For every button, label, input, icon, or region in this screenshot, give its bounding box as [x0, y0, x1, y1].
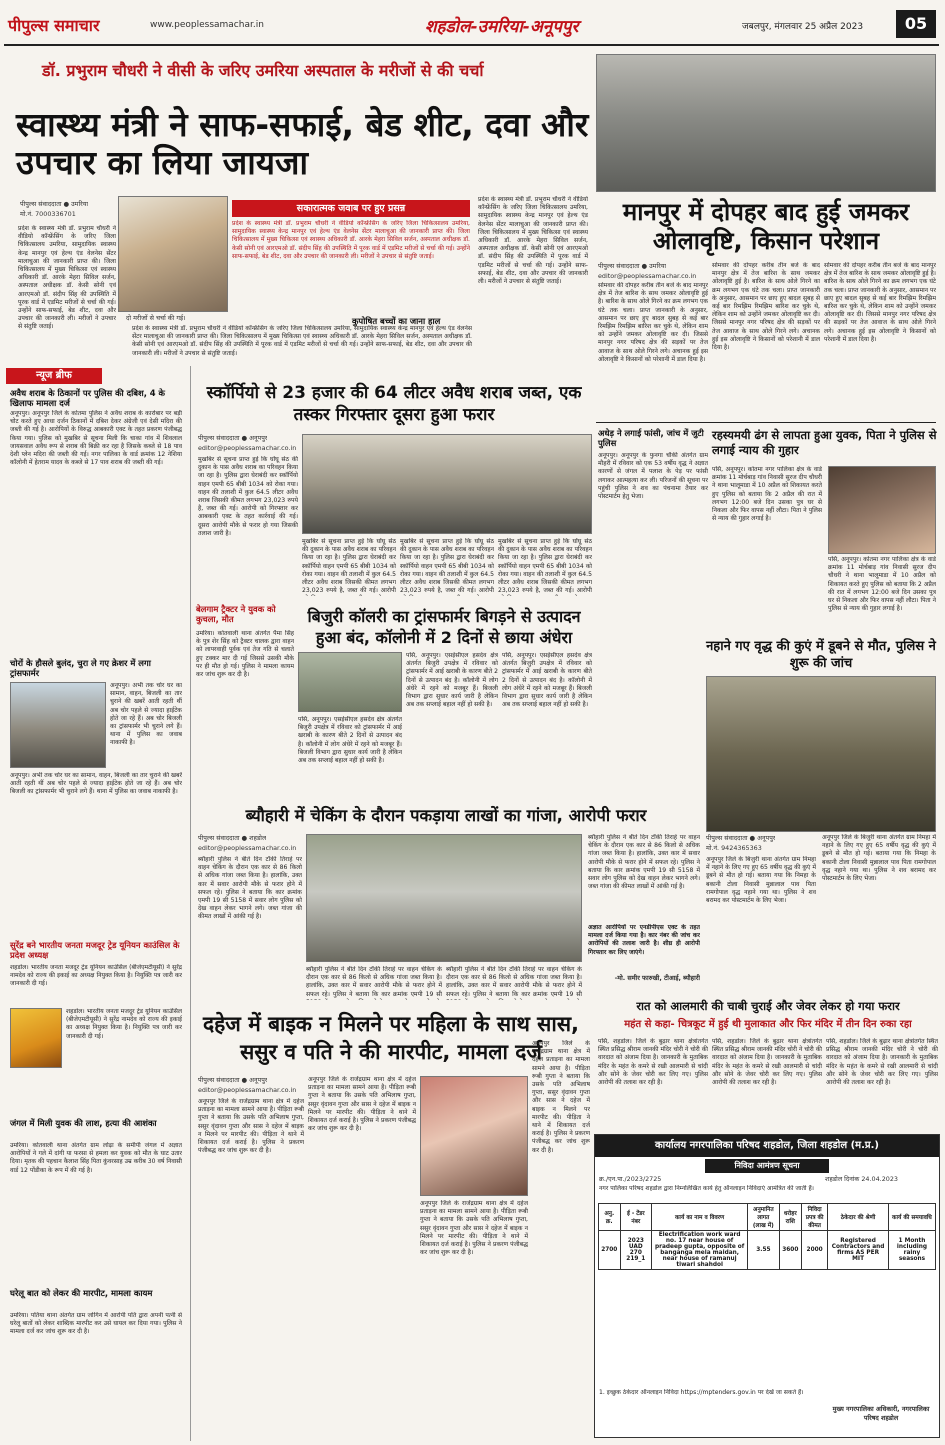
scorpio-body: मुखबिर से सूचना प्राप्त हुई कि घोंघू सेठ की दुकान के पास अवैध शराब का परिवहन किया जा रहा है। पुलिस द्वारा घेराबंदी कर स्कॉर्पियो वाहन एमपी 65 बीबी 1034 को रोका गया। वाहन की तलाशी में कुल 64.5 लीटर अवैध शराब जिसकी कीमत लगभग 23,023 रुपये है, जब्त की गई। आरोपी को गिरफ्तार कर आबकारी एक्ट के तहत कार्रवाई की गई। दूसरा आरोपी मौके से फरार हो गया जिसकी तलाश जारी है।	[198, 456, 298, 537]
suicide-headline: अधेड़ ने लगाई फांसी, जांच में जुटी पुलिस	[598, 428, 704, 448]
tender-table	[598, 1203, 936, 1270]
manpur-byline: पीपुल्स संवाददाता ● उमरिया	[598, 262, 667, 270]
ganja-body-col2: ब्यौहारी पुलिस ने बीते दिन टॉकी तिराहे पर वाहन चेकिंग के दौरान एक कार से 86 किलो से अधिक गांजा जब्त किया है। हालांकि, उक्त कार में सवार आरोपी मौके से फरार होने में सफल रहे। पुलिस ने बताया कि कार क्रमांक एमपी 19 सी	[306, 966, 442, 998]
lead-mobile: मो.नं. 7000336701	[20, 210, 76, 218]
missing-headline: रहस्यमयी ढंग से लापता हुआ युवक, पिता ने पुलिस से लगाई न्याय की गुहार	[712, 428, 937, 457]
missing-body: पसि, अनूपपुर। कोतमा नगर पालिका क्षेत्र के वार्ड क्रमांक 11 मोर्चबाड़ गांव निवासी सुरज दीप चौधरी ने थाना भालूमाडा में 10 अप्रैल को शिकायत करते हुए पुलिस को बताया कि 2 अप्रैल की रात में लगभग 12:00 बजे दिन उसका पुत्र घर से निकला और फिर वापस नहीं लौटा। पिता ने पुलिस से न्याय की गुहार लगाई है।	[712, 466, 822, 523]
masthead	[0, 0, 945, 46]
ganja-quote-author: -मो. समीर फारुखी, टीआई, ब्यौहारी	[614, 974, 700, 982]
tender-td: 2023 UAD 270 219_1	[620, 1231, 652, 1270]
brief-body-2: अनूपपुर। अभी तक चोर घर का सामान, वाहन, बिजली का तार चुराने की खबरें आती रहती थीं अब चोर पहले से ज्यादा हाईटेक होते जा रहे हैं। अब चोर बिजली का ट्रांसफार्मर भी चुराने लगे हैं। थाना में पुलिस का जवाब नाकाफी है।	[110, 682, 182, 747]
well-photo	[706, 676, 936, 832]
brief-title-3: सुरेंद्र बने भारतीय जनता मजदूर ट्रेड यूनियन काउंसिल के प्रदेश अध्यक्ष	[10, 940, 180, 960]
tender-th: कार्य की समयावधि	[888, 1204, 935, 1231]
scorpio-headline: स्कॉर्पियो से 23 हजार की 64 लीटर अवैध शराब जब्त, एक तस्कर गिरफ्तार दूसरा हुआ फरार	[206, 383, 582, 425]
well-body: अनूपपुर जिले के बिजुरी थाना अंतर्गत ग्राम निमहा में नहाने के लिए गए हुए 65 वर्षीय वृद्ध की कुएं में डूबने से मौत हो गई। बताया गया कि निमहा के बकानी टोला निवासी मुन्नालाल पाव पिता रामगोपाल वृद्ध नहाने गया था। पुलिस ने शव बरामद कर पोस्टमार्टम के लिए भेजा।	[706, 856, 816, 905]
tender-th: निविदा प्रपत्र की कीमत	[802, 1204, 828, 1231]
tender-ref-date: शहडोल दिनांक 24.04.2023	[825, 1175, 898, 1183]
dowry-body-col2: अनूपपुर जिले के राजेंद्रग्राम थाना क्षेत्र में दहेज प्रताड़ना का मामला सामने आया है। पीड़िता रूबी गुप्ता ने बताया कि उसके पति अभिलाष गुप्ता, ससुर वृंदावन गुप्ता और सास ने दहेज में बाइक न मिलने पर मारपीट की। पीड़िता ने थाने में शिकायत दर्ज कराई है। पुलिस ने प्रकरण पंजीबद्ध कर जांच शुरू कर दी है।	[308, 1076, 416, 1133]
masthead-rule	[4, 44, 939, 46]
brief-title-2: चोरों के हौसले बुलंद, चुरा ले गए क्रेशर में लगा ट्रांसफार्मर	[10, 658, 151, 678]
lead-byline: पीपुल्स संवाददाता ● उमरिया	[20, 200, 89, 208]
minister-photo	[118, 196, 228, 312]
dowry-body: अनूपपुर जिले के राजेंद्रग्राम थाना क्षेत्र में दहेज प्रताड़ना का मामला सामने आया है। पीड़िता रूबी गुप्ता ने बताया कि उसके पति अभिलाष गुप्ता, ससुर वृंदावन गुप्ता और सास ने दहेज में बाइक न मिलने पर मारपीट की। पीड़िता ने थाने में शिकायत दर्ज कराई है। पुलिस ने प्रकरण पंजीबद्ध कर जांच शुरू कर दी है।	[198, 1098, 304, 1155]
tractor-body: उमरिया। कोतवाली थाना अंतर्गत पैमा सिंह के पुत्र शेर सिंह को ट्रैक्टर चालक द्वारा वाहन को लापरवाही पूर्वक एवं तेज गति से चलाते हुए टक्कर मार दी गई जिससे उसकी मौके पर ही मौत हो गई। पुलिस ने मामला कायम कर जांच शुरू कर दी है।	[196, 630, 294, 679]
brief-column-rule	[190, 366, 191, 1441]
tender-td: 3.55	[748, 1231, 779, 1270]
scorpio-photo	[302, 434, 592, 534]
ganja-quote: अज्ञात आरोपियों पर एनडीपीएस एक्ट के तहत मामला दर्ज किया गया है। कार नंबर की जांच कर आरोपियों की तलाश जारी है। शीघ्र ही आरोपी गिरफ्तार कर लिए जाएंगे।	[588, 924, 700, 956]
tender-th: अनुमानित लागत (लाख में)	[748, 1204, 779, 1231]
theft-subhead: महंत से कहा- चित्रकूट में हुई थी मुलाकात और फिर मंदिर में तीन दिन रुका रहा	[624, 1019, 912, 1030]
hailstorm-photo	[596, 54, 936, 192]
lead-headline: स्वास्थ्य मंत्री ने साफ-सफाई, बेड शीट, दवा और उपचार का लिया जायजा	[16, 105, 589, 182]
dowry-body-col4: अनूपपुर जिले के राजेंद्रग्राम थाना क्षेत्र में दहेज प्रताड़ना का मामला सामने आया है। पीड़िता रूबी गुप्ता ने बताया कि उसके पति अभिलाष गुप्ता, ससुर वृंदावन गुप्ता और सास ने दहेज में बाइक न मिलने पर मारपीट की। पीड़िता ने थाने में शिकायत दर्ज कराई है। पुलिस ने प्रकरण पंजीबद्ध कर जांच शुरू कर दी है।	[532, 1040, 590, 1154]
tender-th: ठेकेदार की श्रेणी	[828, 1204, 889, 1231]
bijuri-body: पसि, अनूपपुर। एसईसीएल हसदेव क्षेत्र अंतर्गत बिजुरी उपक्षेत्र में रविवार को ट्रांसफार्मर में आई खराबी के कारण बीते 2 दिनों से उत्पादन बंद है। कॉलोनी में लोग अंधेरे में रहने को मजबूर हैं। बिजली विभाग द्वारा सुधार कार्य जारी है लेकिन अब तक सप्लाई बहाल नहीं हो सकी है।	[406, 652, 498, 709]
tender-ref-no: क्र./एन.पा./2023/2725	[599, 1175, 662, 1183]
lead-body-col4: प्रदेश के स्वास्थ्य मंत्री डॉ. प्रभुराम चौधरी ने वीडियो कॉन्फ्रेंसिंग के जरिए जिला चिकित्सालय उमरिया, सामुदायिक स्वास्थ्य केन्द्र मानपुर एवं हेल्थ एंड वेलनेस सेंटर मालाचुआ की जानकारी प्राप्त की। जिला चिकित्सालय में मुख्य चिकित्सा एवं स्वास्थ्य अधिकारी डॉ. आरके मेहरा सिविल सर्जन, अस्पताल अधीक्षक डॉ. केसी सोनी एवं आरएमओ डॉ. संदीप सिंह की उपस्थिति में पूरक वार्ड में एडमिट मरीजों से चर्चा की गई। उन्होंने साफ-सफाई, बेड शीट, दवा और उपचार की जानकारी ली। मरीजों ने उपचार से संतुष्टि जताई।	[478, 196, 588, 286]
news-brief-label: न्यूज ब्रीफ	[6, 368, 102, 384]
tender-title: निविदा आमंत्रण सूचना	[705, 1159, 829, 1173]
masthead-page-number: 05	[896, 10, 936, 38]
tender-td: 2000	[802, 1231, 828, 1270]
theft-body: पसि, शहडोल। जिले के बुढ़ार थाना क्षेत्रांतर्गत स्थित प्रसिद्ध श्रीराम जानकी मंदिर चोरी ने चोरी की वारदात को अंजाम दिया है। जानकारी के मुताबिक मंदिर के महंत के कमरे से रखी आलमारी से चांदी और सोने के जेवर चोरी कर लिए गए। पुलिस आरोपी की तलाश कर रही है।	[598, 1038, 708, 1087]
tender-header-row	[599, 1204, 936, 1231]
transformer-photo	[10, 682, 106, 768]
brief-title-4: जंगल में मिली युवक की लाश, हत्या की आशंका	[10, 1118, 157, 1128]
manpur-body-col2: सोमवार की दोपहर करीब तीन बजे के बाद मानपुर क्षेत्र में तेज बारिश के साथ जमकर ओलावृष्टि हुई है। बारिश के साथ ओले गिरने का क्रम लगभग एक घंटे तक चला। प्राप्त जानकारी के अनुसार, आसमान पर छाए हुए बादल सुबह से कई बार रिमझिम रिमझिम बारिश कर चुके थे, लेकिन शाम को उन्होंने जमकर ओलावृष्टि कर दी। जिससे मानपुर नगर परिषद क्षेत्र की सड़कों पर तेज आवाज के साथ ओले गिरने लगे। अचानक हुई इस ओलावृष्टि ने किसानों को परेशानी में डाल दिया है।	[712, 262, 820, 352]
masthead-url: www.peoplessamachar.in	[150, 20, 264, 30]
lead-subhead: कुपोषित बच्चों का जाना हाल	[352, 316, 441, 326]
brief-body-5: उमरिया। पतिया थाना अंतर्गत ग्राम जोगिन में आरोपी पति द्वारा अपनी पत्नी से घरेलू बातों को लेकर शाब्दिक मारपीट कर उसे घायल कर दिया गया। पुलिस ने मामला दर्ज कर जांच शुरू कर दी है।	[10, 1312, 182, 1336]
tender-th: कार्य का नाम व विवरण	[652, 1204, 748, 1231]
manpur-divider	[596, 422, 936, 423]
dowry-email: editor@peoplessamachar.co.in	[198, 1086, 297, 1094]
dowry-body-col3: अनूपपुर जिले के राजेंद्रग्राम थाना क्षेत्र में दहेज प्रताड़ना का मामला सामने आया है। पीड़िता रूबी गुप्ता ने बताया कि उसके पति अभिलाष गुप्ता, ससुर वृंदावन गुप्ता और सास ने दहेज में बाइक न मिलने पर मारपीट की। पीड़िता ने थाने में शिकायत दर्ज कराई है। पुलिस ने प्रकरण पंजीबद्ध कर जांच शुरू कर दी है।	[420, 1200, 528, 1257]
well-byline: पीपुल्स संवाददाता ● अनूपपुर	[706, 834, 776, 842]
ganja-headline: ब्यौहारी में चेकिंग के दौरान पकड़ाया लाखों का गांजा, आरोपी फरार	[245, 806, 647, 825]
tender-notice	[594, 1134, 940, 1438]
ganja-email: editor@peoplessamachar.co.in	[198, 844, 297, 852]
tender-th: ई - टेंडर नंबर	[620, 1204, 652, 1231]
well-headline: नहाने गए वृद्ध की कुएं में डूबने से मौत, पुलिस ने शुरू की जांच	[706, 639, 936, 671]
tender-note: 1. इच्छुक ठेकेदार ऑनलाइन निविदा https://mptenders.gov.in पर देखें जा सकते हैं।	[599, 1389, 804, 1396]
tender-signature: मुख्य नगरपालिका अधिकारी, नगरपालिका परिषद शहडोल	[832, 1405, 930, 1422]
masthead-dateline: जबलपुर, मंगलवार 25 अप्रैल 2023	[742, 22, 864, 32]
tender-td: 3600	[779, 1231, 801, 1270]
scorpio-body-col3: मुखबिर से सूचना प्राप्त हुई कि घोंघू सेठ की दुकान के पास अवैध शराब का परिवहन किया जा रहा है। पुलिस द्वारा घेराबंदी कर स्कॉर्पियो वाहन एमपी 65 बीबी 1034 को रोका गया। वाहन की तलाशी में कुल 64.5 लीटर अवैध शराब जिसकी कीमत लगभग 23,023 रुपये है, जब्त की गई। आरोपी	[400, 538, 494, 595]
suicide-body: अनूपपुर। अनूपपुर के फुनगा चौकी अंतर्गत ग्राम मौहरी में रविवार को एक 53 वर्षीय वृद्ध ने अज्ञात कारणों से जंगल में पलाश के पेड़ पर फांसी लगाकर आत्महत्या कर ली। परिजनों की सूचना पर पहुंची पुलिस ने शव का पंचनामा तैयार कर पोस्टमार्टम हेतु भेजा।	[598, 452, 708, 501]
brief-body-3: शहडोल। भारतीय जनता मजदूर ट्रेड यूनियन काउंसिल (बीजेएमटीयूसी) ने सुरेंद्र नामदेव को राज्य की इकाई का अध्यक्ष नियुक्त किया है। नियुक्ति पत्र जारी कर जानकारी दी गई।	[10, 964, 182, 988]
lead-body: प्रदेश के स्वास्थ्य मंत्री डॉ. प्रभुराम चौधरी ने वीडियो कॉन्फ्रेंसिंग के जरिए जिला चिकित्सालय उमरिया, सामुदायिक स्वास्थ्य केन्द्र मानपुर एवं हेल्थ एंड वेलनेस सेंटर मालाचुआ की जानकारी प्राप्त की। जिला चिकित्सालय में मुख्य चिकित्सा एवं स्वास्थ्य अधिकारी डॉ. आरके मेहरा सिविल सर्जन, अस्पताल अधीक्षक डॉ. केसी सोनी एवं आरएमओ डॉ. संदीप सिंह की उपस्थिति में पूरक वार्ड में एडमिट मरीजों से चर्चा की गई। उन्होंने साफ-सफाई, बेड शीट, दवा और उपचार की जानकारी ली। मरीजों ने उपचार से संतुष्टि जताई।	[18, 225, 116, 331]
well-mobile: मो.नं. 9424365363	[706, 844, 762, 852]
theft-body-col3: पसि, शहडोल। जिले के बुढ़ार थाना क्षेत्रांतर्गत स्थित प्रसिद्ध श्रीराम जानकी मंदिर चोरी ने चोरी की वारदात को अंजाम दिया है। जानकारी के मुताबिक मंदिर के महंत के कमरे से रखी आलमारी से चांदी और सोने के जेवर चोरी कर लिए गए। पुलिस आरोपी की तलाश कर रही है।	[826, 1038, 938, 1087]
brief-body-4: उमरिया। कोतवाली थाना अंतर्गत ग्राम लोढ़ा के समीपी जंगल में अज्ञात आरोपियों ने गले में दांगी या फरसा से हमला कर युवक को मौत के घाट उतार दिया। मृतक की पहचान कैलाश सिंह पिता कुंवरसाह उम्र करीब 30 वर्ष निवासी वार्ड 12 पोंडीका के रूप में की गई है।	[10, 1142, 182, 1174]
bijuri-photo	[298, 652, 402, 712]
scorpio-body-col4: मुखबिर से सूचना प्राप्त हुई कि घोंघू सेठ की दुकान के पास अवैध शराब का परिवहन किया जा रहा है। पुलिस द्वारा घेराबंदी कर स्कॉर्पियो वाहन एमपी 65 बीबी 1034 को रोका गया। वाहन की तलाशी में कुल 64.5 लीटर अवैध शराब जिसकी कीमत लगभग 23,023 रुपये है, जब्त की गई। आरोपी	[498, 538, 592, 595]
ganja-body-col4: ब्यौहारी पुलिस ने बीते दिन टॉकी तिराहे पर वाहन चेकिंग के दौरान एक कार से 86 किलो से अधिक गांजा जब्त किया है। हालांकि, उक्त कार में सवार आरोपी मौके से फरार होने में सफल रहे। पुलिस ने बताया कि कार क्रमांक एमपी 19 सी 5158 में सवार लोग पुलिस को देख वाहन लेकर भागने लगे। जब्त गांजा की कीमत लाखों में आंकी गई है।	[588, 834, 700, 891]
well-body-col2: अनूपपुर जिले के बिजुरी थाना अंतर्गत ग्राम निमहा में नहाने के लिए गए हुए 65 वर्षीय वृद्ध की कुएं में डूबने से मौत हो गई। बताया गया कि निमहा के बकानी टोला निवासी मुन्नालाल पाव पिता रामगोपाल वृद्ध नहाने गया था। पुलिस ने शव बरामद कर पोस्टमार्टम के लिए भेजा।	[822, 834, 936, 883]
brief-title-1: अवैध शराब के ठिकानों पर पुलिस की दबिश, 4 के खिलाफ मामला दर्ज	[10, 388, 165, 408]
scorpio-byline: पीपुल्स संवाददाता ● अनूपपुर	[198, 434, 268, 442]
bijuri-body-col3: पसि, अनूपपुर। एसईसीएल हसदेव क्षेत्र अंतर्गत बिजुरी उपक्षेत्र में रविवार को ट्रांसफार्मर में आई खराबी के कारण बीते 2 दिनों से उत्पादन बंद है। कॉलोनी में लोग अंधेरे में रहने को मजबूर हैं। बिजली विभाग द्वारा सुधार कार्य जारी है लेकिन अब तक सप्लाई बहाल नहीं हो सकी है।	[502, 652, 592, 709]
ganja-body-col3: ब्यौहारी पुलिस ने बीते दिन टॉकी तिराहे पर वाहन चेकिंग के दौरान एक कार से 86 किलो से अधिक गांजा जब्त किया है। हालांकि, उक्त कार में सवार आरोपी मौके से फरार होने में सफल रहे। पुलिस ने बताया कि कार क्रमांक एमपी 19 सी	[446, 966, 582, 998]
tender-td: 2700	[599, 1231, 621, 1270]
missing-body-col2: पसि, अनूपपुर। कोतमा नगर पालिका क्षेत्र के वार्ड क्रमांक 11 मोर्चबाड़ गांव निवासी सुरज दीप चौधरी ने थाना भालूमाडा में 10 अप्रैल को शिकायत करते हुए पुलिस को बताया कि 2 अप्रैल की रात में लगभग 12:00 बजे दिन उसका पुत्र घर से निकला और फिर वापस नहीं लौटा। पिता ने पुलिस से न्याय की गुहार लगाई है।	[828, 556, 936, 613]
brief-title-5: घरेलू बात को लेकर की मारपीट, मामला कायम	[10, 1288, 153, 1298]
brief-body-3b: शहडोल। भारतीय जनता मजदूर ट्रेड यूनियन काउंसिल (बीजेएमटीयूसी) ने सुरेंद्र नामदेव को राज्य की इकाई का अध्यक्ष नियुक्त किया है। नियुक्ति पत्र जारी कर जानकारी दी गई।	[66, 1008, 182, 1040]
dowry-woman-photo	[420, 1076, 528, 1196]
scorpio-email: editor@peoplessamachar.co.in	[198, 444, 297, 452]
dowry-byline: पीपुल्स संवाददाता ● अनूपपुर	[198, 1076, 268, 1084]
tender-intro: नगर पालिका परिषद शहडोल द्वारा निम्नलिखित कार्य हेतु ऑनलाइन निविदाएं आमंत्रित की जाती हैं।	[599, 1185, 814, 1192]
lead-body-col2: प्रदेश के स्वास्थ्य मंत्री डॉ. प्रभुराम चौधरी ने वीडियो कॉन्फ्रेंसिंग के जरिए जिला चिकित्सालय उमरिया, सामुदायिक स्वास्थ्य केन्द्र मानपुर एवं हेल्थ एंड वेलनेस सेंटर मालाचुआ की जानकारी प्राप्त की। जिला चिकित्सालय में मुख्य चिकित्सा एवं स्वास्थ्य अधिकारी डॉ. आरके मेहरा सिविल सर्जन, अस्पताल अधीक्षक डॉ. केसी सोनी एवं आरएमओ डॉ. संदीप सिंह की उपस्थिति में पूरक वार्ड में एडमिट मरीजों से चर्चा की गई। उन्होंने साफ-सफाई, बेड शीट, दवा और उपचार की जानकारी ली। मरीजों ने उपचार से संतुष्टि जताई।	[232, 220, 470, 260]
tender-office: कार्यालय नगरपालिका परिषद शहडोल, जिला शहडोल (म.प्र.)	[595, 1135, 939, 1157]
tender-td: Electrification work ward no. 17 near house of pradeep gupta, opposite of banganga mela maidan, near house of ramanuj tiwari shahdol	[652, 1231, 748, 1270]
manpur-body: सोमवार की दोपहर करीब तीन बजे के बाद मानपुर क्षेत्र में तेज बारिश के साथ जमकर ओलावृष्टि हुई है। बारिश के साथ ओले गिरने का क्रम लगभग एक घंटे तक चला। प्राप्त जानकारी के अनुसार, आसमान पर छाए हुए बादल सुबह से कई बार रिमझिम रिमझिम बारिश कर चुके थे, लेकिन शाम को उन्होंने जमकर ओलावृष्टि कर दी। जिससे मानपुर नगर परिषद क्षेत्र की सड़कों पर तेज आवाज के साथ ओले गिरने लगे। अचानक हुई इस ओलावृष्टि ने किसानों को परेशानी में डाल दिया है।	[598, 282, 708, 363]
lead-kicker: डॉ. प्रभुराम चौधरी ने वीसी के जरिए उमरिया अस्पताल के मरीजों से की चर्चा	[42, 61, 484, 80]
brief-body-2b: अनूपपुर। अभी तक चोर घर का सामान, वाहन, बिजली का तार चुराने की खबरें आती रहती थीं अब चोर पहले से ज्यादा हाईटेक होते जा रहे हैं। अब चोर बिजली का ट्रांसफार्मर भी चुराने लगे हैं। थाना में पुलिस का जवाब नाकाफी है।	[10, 772, 182, 796]
tender-td: Registered Contractors and firms AS PER MIT	[828, 1231, 889, 1270]
masthead-logo: पीपुल्स समाचार	[8, 16, 100, 35]
missing-youth-photo	[828, 466, 936, 554]
tractor-headline: बेलगाम ट्रैक्टर ने युवक को कुचला, मौत	[196, 604, 276, 624]
ganja-body: ब्यौहारी पुलिस ने बीते दिन टॉकी तिराहे पर वाहन चेकिंग के दौरान एक कार से 86 किलो से अधिक गांजा जब्त किया है। हालांकि, उक्त कार में सवार आरोपी मौके से फरार होने में सफल रहे। पुलिस ने बताया कि कार क्रमांक एमपी 19 सी 5158 में सवार लोग पुलिस को देख वाहन लेकर भागने लगे। जब्त गांजा की कीमत लाखों में आंकी गई है।	[198, 856, 302, 921]
tender-td: 1 Month including rainy seasons	[888, 1231, 935, 1270]
lead-banner: सकारात्मक जवाब पर हुए प्रसन्न	[232, 200, 470, 217]
bijuri-headline: बिजुरी कॉलरी का ट्रांसफार्मर बिगड़ने से उत्पादन हुआ बंद, कॉलोनी में 2 दिनों से छाया अंधेरा	[307, 607, 581, 647]
tender-th: धरोहर राशि	[779, 1204, 801, 1231]
table-row	[599, 1231, 936, 1270]
lead-body-col3: प्रदेश के स्वास्थ्य मंत्री डॉ. प्रभुराम चौधरी ने वीडियो कॉन्फ्रेंसिंग के जरिए जिला चिकित्सालय उमरिया, सामुदायिक स्वास्थ्य केन्द्र मानपुर एवं हेल्थ एंड वेलनेस सेंटर मालाचुआ की जानकारी प्राप्त की। जिला चिकित्सालय में मुख्य चिकित्सा एवं स्वास्थ्य अधिकारी डॉ. आरके मेहरा सिविल सर्जन, अस्पताल अधीक्षक डॉ. केसी सोनी एवं आरएमओ डॉ. संदीप सिंह की उपस्थिति में पूरक वार्ड में एडमिट मरीजों से चर्चा की गई। उन्होंने साफ-सफाई, बेड शीट, दवा और उपचार की जानकारी ली। मरीजों ने उपचार से संतुष्टि जताई।	[132, 325, 472, 357]
theft-body-col2: पसि, शहडोल। जिले के बुढ़ार थाना क्षेत्रांतर्गत स्थित प्रसिद्ध श्रीराम जानकी मंदिर चोरी ने चोरी की वारदात को अंजाम दिया है। जानकारी के मुताबिक मंदिर के महंत के कमरे से रखी आलमारी से चांदी और सोने के जेवर चोरी कर लिए गए। पुलिस आरोपी की तलाश कर रही है।	[712, 1038, 822, 1087]
ganja-byline: पीपुल्स संवाददाता ● शहडोल	[198, 834, 267, 842]
dowry-headline: दहेज में बाइक न मिलने पर महिला के साथ सास, ससुर व पति ने की मारपीट, मामला दर्ज	[203, 1012, 579, 1064]
theft-headline: रात को आलमारी की चाबी चुराई और जेवर लेकर हो गया फरार	[636, 999, 900, 1013]
ganja-car-photo	[306, 834, 582, 962]
manpur-body-col3: सोमवार की दोपहर करीब तीन बजे के बाद मानपुर क्षेत्र में तेज बारिश के साथ जमकर ओलावृष्टि हुई है। बारिश के साथ ओले गिरने का क्रम लगभग एक घंटे तक चला। प्राप्त जानकारी के अनुसार, आसमान पर छाए हुए बादल सुबह से कई बार रिमझिम रिमझिम बारिश कर चुके थे, लेकिन शाम को उन्होंने जमकर ओलावृष्टि कर दी। जिससे मानपुर नगर परिषद क्षेत्र की सड़कों पर तेज आवाज के साथ ओले गिरने लगे। अचानक हुई इस ओलावृष्टि ने किसानों को परेशानी में डाल दिया है।	[824, 262, 936, 343]
manpur-email: editor@peoplessamachar.co.in	[598, 272, 697, 280]
manpur-headline: मानपुर में दोपहर बाद हुई जमकर ओलावृष्टि, किसान परेशान	[622, 198, 910, 255]
bijuri-body-col2: पसि, अनूपपुर। एसईसीएल हसदेव क्षेत्र अंतर्गत बिजुरी उपक्षेत्र में रविवार को ट्रांसफार्मर में आई खराबी के कारण बीते 2 दिनों से उत्पादन बंद है। कॉलोनी में लोग अंधेरे में रहने को मजबूर हैं। बिजली विभाग द्वारा सुधार कार्य जारी है लेकिन अब तक सप्लाई बहाल नहीं हो सकी है।	[298, 716, 402, 765]
lead-photo-caption: दो मरीजों से चर्चा की गई।	[126, 314, 186, 322]
surendra-photo	[10, 1008, 62, 1068]
brief-body-1: अनूपपुर। अनूपपुर जिले के कोतमा पुलिस ने अवैध शराब के कारोबार पर बड़ी चोट करते हुए आधा दर्जन ठिकानों में दबिश देकर अंग्रेजी एवं देसी मदिरा की जब्ती की गई है। आरोपियों के विरुद्ध आबकारी एक्ट के तहत प्रकरण पंजीबद्ध किया गया। पुलिस को मुखबिर से सूचना मिली कि चाका गांव में शिवलाल जायसवाल अवैध रूप से शराब की बिक्री कर रहा है जिसके कब्जे से 18 पाव देशी प्लेन मदिरा की जब्ती की गई। नगर पालिका के वार्ड क्रमांक 12 नेशिया कॉलोनी में हेतराम यादव के कब्जे से 17 पाव शराब की जब्ती की गई।	[10, 410, 182, 467]
masthead-section: शहडोल-उमरिया-अनूपपुर	[425, 17, 579, 37]
scorpio-body-col2: मुखबिर से सूचना प्राप्त हुई कि घोंघू सेठ की दुकान के पास अवैध शराब का परिवहन किया जा रहा है। पुलिस द्वारा घेराबंदी कर स्कॉर्पियो वाहन एमपी 65 बीबी 1034 को रोका गया। वाहन की तलाशी में कुल 64.5 लीटर अवैध शराब जिसकी कीमत लगभग 23,023 रुपये है, जब्त की गई। आरोपी	[302, 538, 396, 595]
tender-th: अनु. क्र.	[599, 1204, 621, 1231]
news-brief	[6, 368, 186, 1443]
